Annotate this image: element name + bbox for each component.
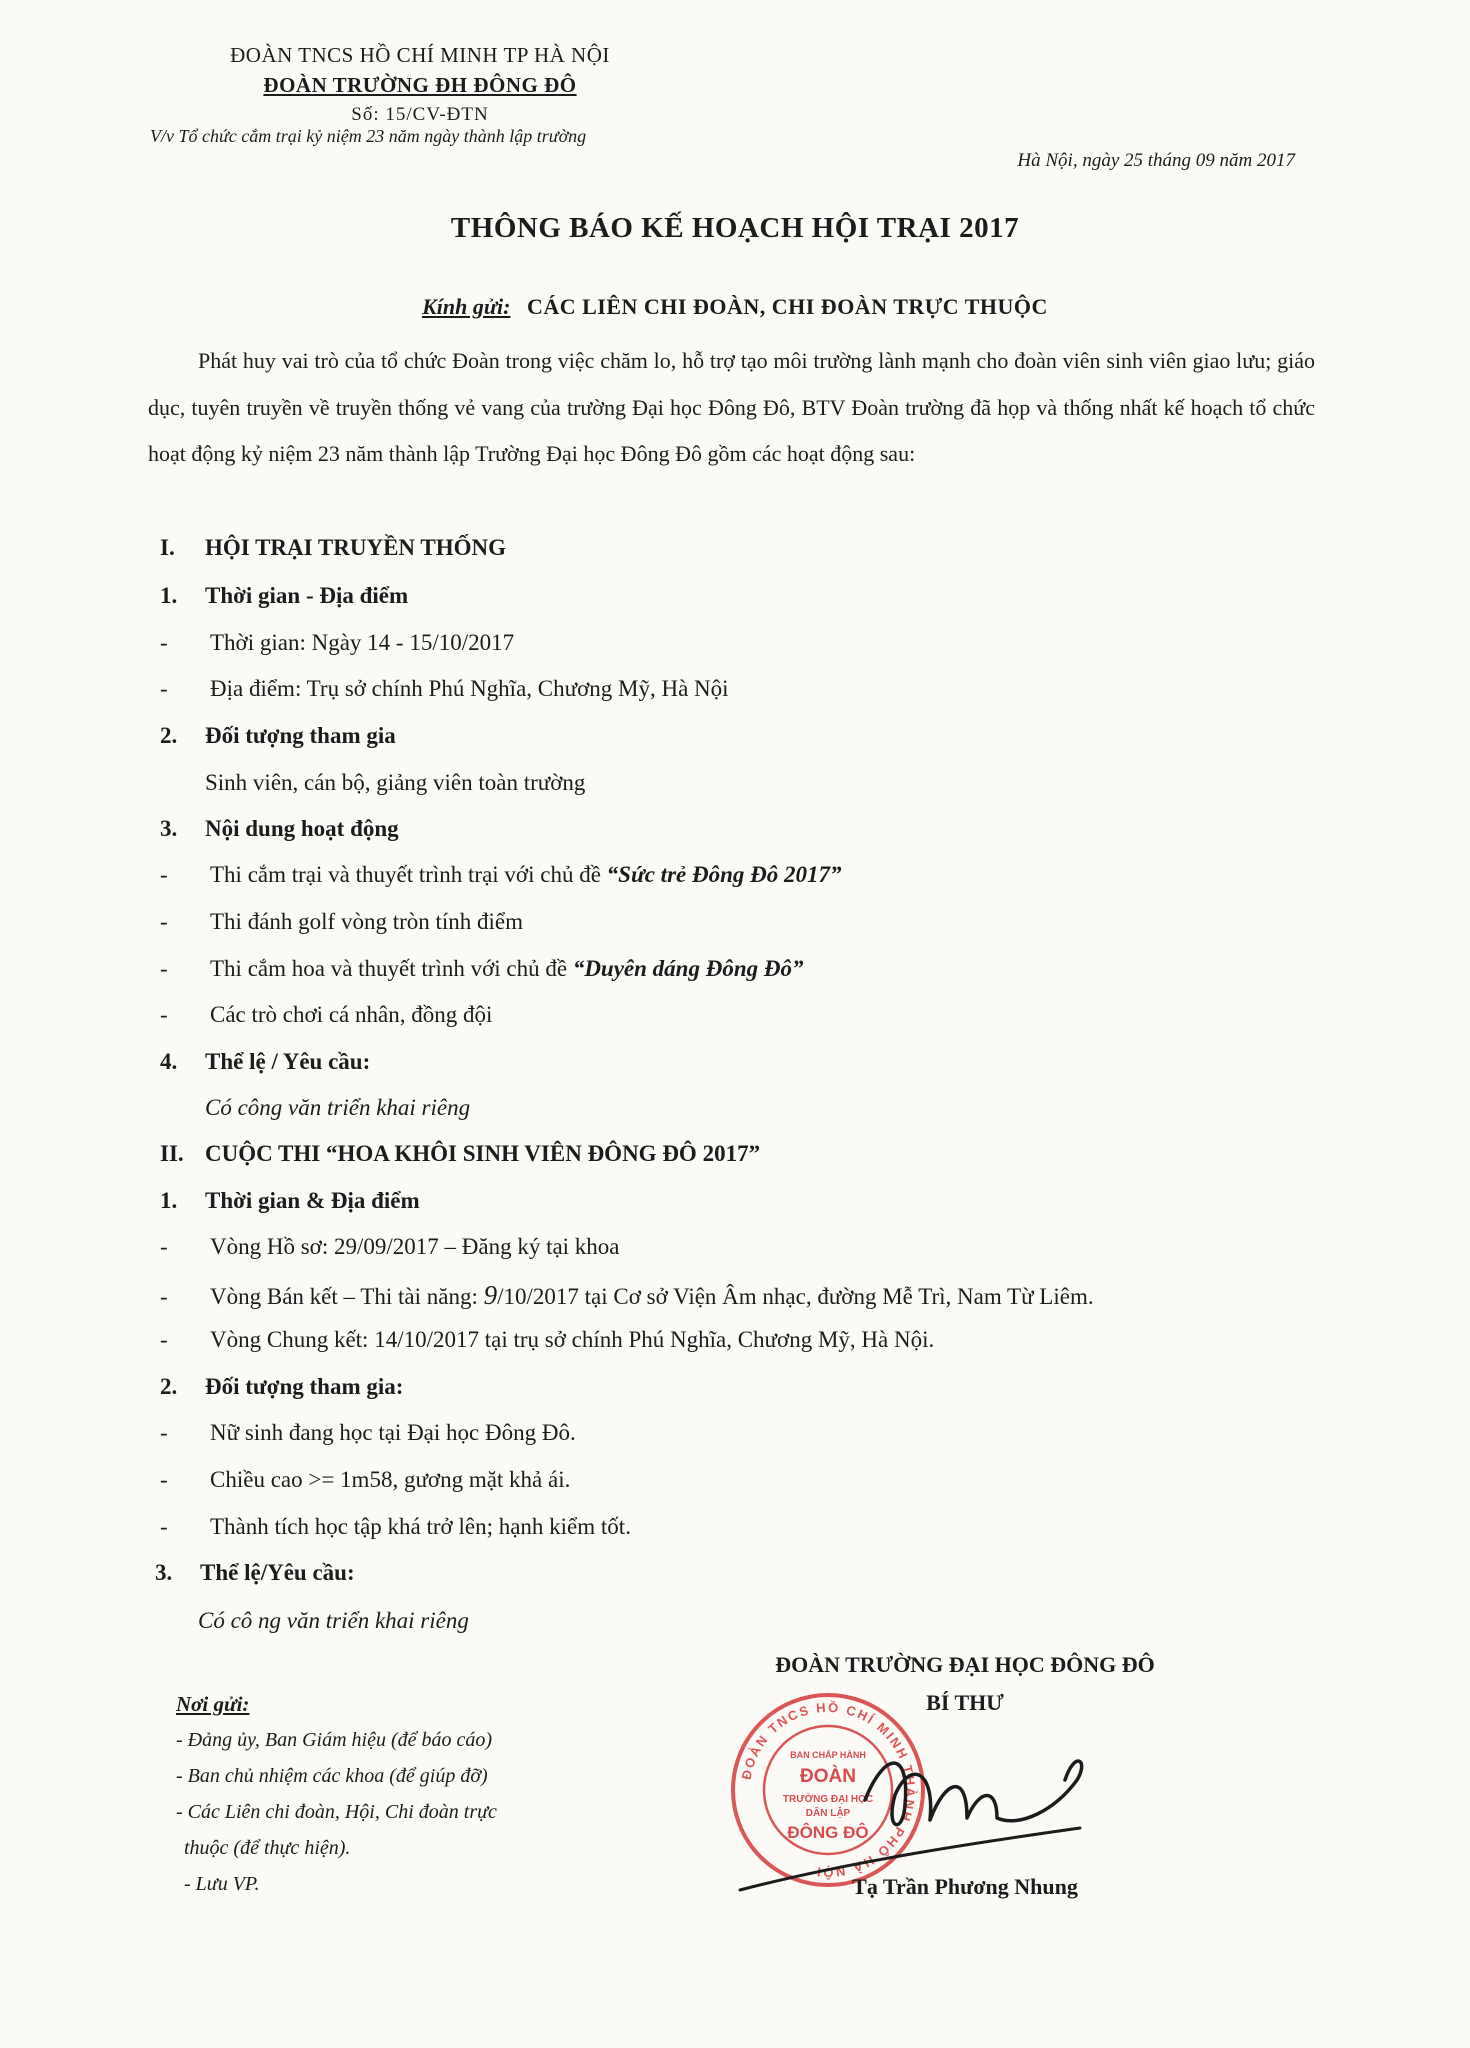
date-line: Hà Nội, ngày 25 tháng 09 năm 2017 [1017,150,1295,171]
list-item [160,1420,576,1446]
doc-number: Số: 15/CV-ĐTN [351,104,489,125]
recipient-item: - Các Liên chi đoàn, Hội, Chi đoàn trực [176,1801,497,1823]
list-item [160,1467,570,1493]
theme-text: “Duyên dáng Đông Đô” [572,956,804,981]
recipients-block [176,1686,497,1902]
handwritten-signature [735,1710,1115,1900]
org-line-1: ĐOÀN TNCS HỒ CHÍ MINH TP HÀ NỘI [230,43,610,67]
s1-4-heading [160,1049,370,1075]
bullet: - [160,1234,168,1259]
bullet: - [160,1467,168,1492]
s2-3-heading [155,1560,355,1586]
s1-3-num: 3. [160,816,178,841]
s1-2-text: Sinh viên, cán bộ, giảng viên toàn trường [205,770,586,795]
s2-2-num: 2. [160,1374,178,1399]
bullet: - [160,956,168,981]
item-text: Vòng Bán kết – Thi tài năng: [210,1284,484,1309]
bullet: - [160,862,168,887]
svg-text:ĐÔNG ĐÔ: ĐÔNG ĐÔ [787,1823,869,1842]
section-2-title: CUỘC THI “HOA KHÔI SINH VIÊN ĐÔNG ĐÔ 2017” [205,1141,761,1166]
s1-1-num: 1. [160,583,178,608]
bullet: - [160,1420,168,1445]
list-item [160,1234,620,1260]
item-text: Thành tích học tập khá trở lên; hạnh kiểm tốt. [210,1514,631,1539]
bullet: - [160,1002,168,1027]
item-text: Chiều cao >= 1m58, gương mặt khả ái. [210,1467,571,1492]
section-2-num: II. [160,1141,184,1166]
bullet: - [160,676,168,701]
s2-1-num: 1. [160,1188,178,1213]
item-text: Các trò chơi cá nhân, đồng đội [210,1002,493,1027]
recipient-item: thuộc (để thực hiện). [184,1837,351,1859]
item-text: Thời gian: Ngày 14 - 15/10/2017 [210,630,515,655]
item-text: /10/2017 tại Cơ sở Viện Âm nhạc, đường Mễ Trì, Nam Từ Liêm. [497,1284,1094,1309]
item-text: Vòng Hồ sơ: 29/09/2017 – Đăng ký tại khoa [210,1234,620,1259]
s1-3-title: Nội dung hoạt động [205,816,399,841]
recipient-item: - Lưu VP. [184,1873,260,1895]
list-item [160,909,523,935]
s2-3-text: Có cô ng văn triển khai riêng [198,1608,469,1633]
list-item [160,1280,1094,1311]
item-text: Thi đánh golf vòng tròn tính điểm [210,909,524,934]
document-title: THÔNG BÁO KẾ HOẠCH HỘI TRẠI 2017 [450,212,1020,244]
intro-paragraph: Phát huy vai trò của tổ chức Đoàn trong việc chăm lo, hỗ trợ tạo môi trường lành mạnh cho đoàn viên sinh viên giao lưu; giáo dục, tuyên truyền về truyền thống vẻ vang của trường Đại học Đông Đô, BTV Đoàn trường đã họp và thống nhất kế hoạch tổ chức hoạt động kỷ niệm 23 năm thành lập Trường Đại học Đông Đô gồm các hoạt động sau: [148,348,1315,466]
bullet: - [160,1514,168,1539]
list-item [160,956,803,982]
signature-role: BÍ THƯ [926,1690,1004,1715]
list-item [160,1514,631,1540]
signature-org: ĐOÀN TRƯỜNG ĐẠI HỌC ĐÔNG ĐÔ [775,1652,1155,1677]
s2-2-heading [160,1374,403,1400]
section-1-title: HỘI TRẠI TRUYỀN THỐNG [205,535,506,560]
signer-name: Tạ Trần Phương Nhung [852,1874,1078,1899]
greeting [0,294,1470,320]
recipients-heading: Nơi gửi: [176,1692,250,1716]
bullet: - [160,1327,168,1352]
item-text: Thi cắm trại và thuyết trình trại với chủ đề [210,862,607,887]
bullet: - [160,630,168,655]
list-item [160,676,729,702]
list-item [160,1327,934,1353]
s1-2-title: Đối tượng tham gia [205,723,396,748]
item-text: Địa điểm: Trụ sở chính Phú Nghĩa, Chương Mỹ, Hà Nội [210,676,729,701]
svg-text:DÂN LẬP: DÂN LẬP [805,1808,851,1819]
svg-text:TRƯỜNG ĐẠI HỌC: TRƯỜNG ĐẠI HỌC [782,1794,874,1805]
s2-1-heading [160,1188,420,1214]
s1-4-text: Có công văn triển khai riêng [205,1095,471,1120]
item-text: Thi cắm hoa và thuyết trình với chủ đề [210,956,573,981]
list-item [160,630,514,656]
s1-1-heading [160,583,408,609]
s2-3-title: Thể lệ/Yêu cầu: [200,1560,355,1585]
s1-4-title: Thể lệ / Yêu cầu: [205,1049,371,1074]
section-2-heading [160,1141,760,1167]
list-item [160,862,842,888]
item-text: Vòng Chung kết: 14/10/2017 tại trụ sở chính Phú Nghĩa, Chương Mỹ, Hà Nội. [210,1327,935,1352]
s1-3-heading [160,816,399,842]
s2-3-num: 3. [155,1560,173,1585]
org-line-2: ĐOÀN TRƯỜNG ĐH ĐÔNG ĐÔ [263,73,577,97]
section-1-num: I. [160,535,175,560]
s2-2-title: Đối tượng tham gia: [205,1374,404,1399]
s1-1-title: Thời gian - Địa điểm [205,583,409,608]
greeting-label: Kính gửi: [422,294,511,319]
list-item [160,1002,492,1028]
recipient-item: - Đảng ủy, Ban Giám hiệu (để báo cáo) [176,1729,493,1751]
recipient-item: - Ban chủ nhiệm các khoa (để giúp đỡ) [176,1765,488,1787]
bullet: - [160,1284,168,1309]
s1-2-heading [160,723,396,749]
svg-text:BAN CHẤP HÀNH: BAN CHẤP HÀNH [790,1750,866,1760]
header-block [140,40,700,130]
svg-text:ĐOÀN: ĐOÀN [800,1766,856,1787]
svg-text:ĐOÀN TNCS HỒ CHÍ MINH THÀNH PH: ĐOÀN TNCS HỒ CHÍ MINH THÀNH PHỐ HÀ NỘI [738,1699,919,1881]
bullet: - [160,909,168,934]
greeting-recipients: CÁC LIÊN CHI ĐOÀN, CHI ĐOÀN TRỰC THUỘC [526,294,1048,319]
s1-2-num: 2. [160,723,178,748]
item-text: Nữ sinh đang học tại Đại học Đông Đô. [210,1420,576,1445]
s2-1-title: Thời gian & Địa điểm [205,1188,420,1213]
subject-ref: V/v Tổ chức cắm trại kỷ niệm 23 năm ngày thành lập trường [150,126,587,146]
section-1-heading [160,535,506,561]
handwritten-day: 9 [483,1280,498,1310]
theme-text: “Sức trẻ Đông Đô 2017” [606,862,842,887]
s1-4-num: 4. [160,1049,178,1074]
